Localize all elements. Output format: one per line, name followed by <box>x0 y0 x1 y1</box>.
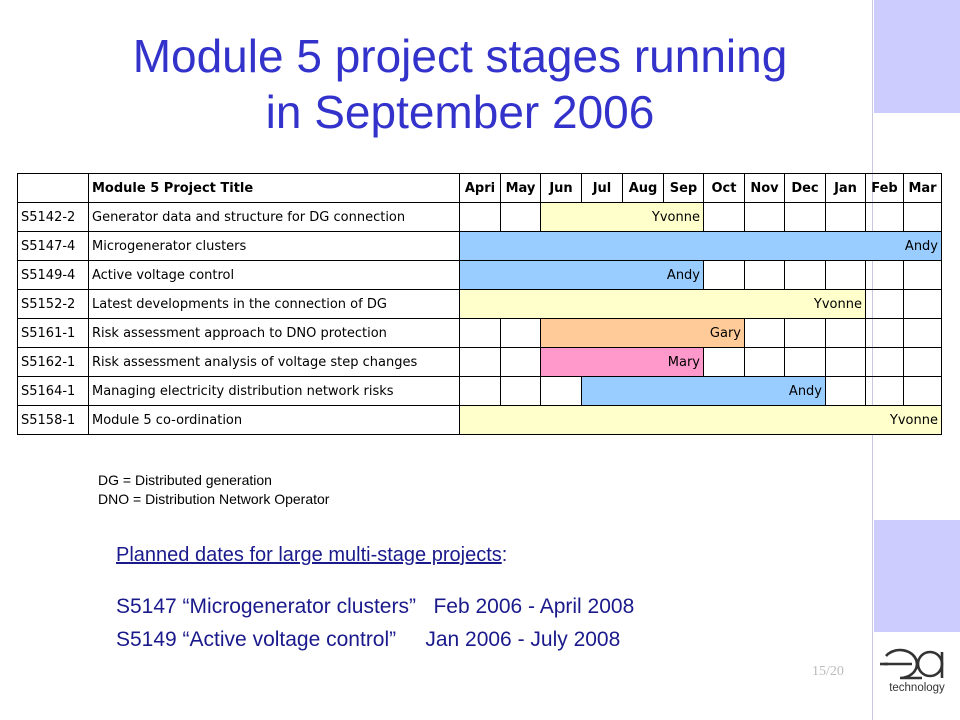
empty-month-cell <box>866 319 904 348</box>
page-number: 15/20 <box>812 664 844 679</box>
table-row <box>18 290 942 319</box>
empty-month-cell <box>501 377 541 406</box>
empty-month-cell <box>866 377 904 406</box>
empty-month-cell <box>501 203 541 232</box>
project-title: Microgenerator clusters <box>89 232 460 261</box>
empty-month-cell <box>745 203 785 232</box>
table-row <box>18 261 942 290</box>
gantt-header-row <box>18 174 942 203</box>
empty-month-cell <box>704 203 745 232</box>
empty-month-cell <box>745 319 785 348</box>
empty-month-cell <box>904 348 942 377</box>
header-month-may: May <box>501 174 541 203</box>
empty-month-cell <box>866 290 904 319</box>
project-title: Risk assessment approach to DNO protection <box>89 319 460 348</box>
empty-month-cell <box>826 261 866 290</box>
sidebar-block-top <box>874 0 960 113</box>
gantt-bar: Andy <box>460 261 704 290</box>
header-month-dec: Dec <box>785 174 826 203</box>
empty-month-cell <box>785 203 826 232</box>
empty-month-cell <box>785 261 826 290</box>
empty-month-cell <box>460 203 501 232</box>
project-title: Risk assessment analysis of voltage step changes <box>89 348 460 377</box>
project-code: S5142-2 <box>18 203 89 232</box>
header-title-cell: Module 5 Project Title <box>89 174 460 203</box>
project-code: S5164-1 <box>18 377 89 406</box>
logo-wordmark: technology <box>889 682 945 694</box>
abbreviation-notes <box>98 471 329 509</box>
empty-month-cell <box>826 348 866 377</box>
header-month-aug: Aug <box>623 174 664 203</box>
project-code: S5161-1 <box>18 319 89 348</box>
gantt-bar: Yvonne <box>541 203 704 232</box>
project-code: S5149-4 <box>18 261 89 290</box>
project-title: Managing electricity distribution network risks <box>89 377 460 406</box>
gantt-bar: Mary <box>541 348 704 377</box>
empty-month-cell <box>866 261 904 290</box>
table-row <box>18 203 942 232</box>
empty-month-cell <box>826 203 866 232</box>
empty-month-cell <box>704 348 745 377</box>
header-code-cell <box>18 174 89 203</box>
planned-project-s5147: S5147 “Microgenerator clusters” Feb 2006 - April 2008 <box>116 595 635 618</box>
project-title: Generator data and structure for DG connection <box>89 203 460 232</box>
header-month-feb: Feb <box>866 174 904 203</box>
sidebar-block-bottom <box>874 520 960 632</box>
table-row <box>18 348 942 377</box>
note-dno: DNO = Distribution Network Operator <box>98 491 330 507</box>
empty-month-cell <box>460 348 501 377</box>
planned-project-s5149: S5149 “Active voltage control” Jan 2006 - July 2008 <box>116 628 621 651</box>
empty-month-cell <box>826 377 866 406</box>
title-line-1: Module 5 project stages running <box>132 30 788 82</box>
slide-title <box>40 28 880 140</box>
empty-month-cell <box>904 319 942 348</box>
header-month-nov: Nov <box>745 174 785 203</box>
table-row <box>18 319 942 348</box>
empty-month-cell <box>826 319 866 348</box>
planned-heading <box>116 544 507 567</box>
header-month-jun: Jun <box>541 174 582 203</box>
title-line-2: in September 2006 <box>265 86 655 138</box>
header-month-jul: Jul <box>582 174 623 203</box>
planned-heading-link[interactable]: Planned dates for large multi-stage projects <box>116 544 502 566</box>
note-dg: DG = Distributed generation <box>98 472 272 488</box>
empty-month-cell <box>785 348 826 377</box>
empty-month-cell <box>460 319 501 348</box>
table-row <box>18 232 942 261</box>
header-month-oct: Oct <box>704 174 745 203</box>
header-month-mar: Mar <box>904 174 942 203</box>
project-title: Module 5 co-ordination <box>89 406 460 435</box>
empty-month-cell <box>745 348 785 377</box>
gantt-bar: Andy <box>582 377 826 406</box>
project-code: S5152-2 <box>18 290 89 319</box>
empty-month-cell <box>501 348 541 377</box>
empty-month-cell <box>745 261 785 290</box>
gantt-table <box>17 173 942 435</box>
empty-month-cell <box>904 261 942 290</box>
empty-month-cell <box>785 319 826 348</box>
gantt-bar: Yvonne <box>460 406 942 435</box>
empty-month-cell <box>904 290 942 319</box>
empty-month-cell <box>866 203 904 232</box>
empty-month-cell <box>904 377 942 406</box>
header-month-jan: Jan <box>826 174 866 203</box>
project-code: S5162-1 <box>18 348 89 377</box>
header-month-sep: Sep <box>664 174 704 203</box>
empty-month-cell <box>541 377 582 406</box>
table-row <box>18 377 942 406</box>
header-month-apri: Apri <box>460 174 501 203</box>
empty-month-cell <box>460 377 501 406</box>
empty-month-cell <box>866 348 904 377</box>
project-title: Latest developments in the connection of DG <box>89 290 460 319</box>
planned-heading-colon: : <box>501 544 508 566</box>
empty-month-cell <box>501 319 541 348</box>
empty-month-cell <box>704 261 745 290</box>
table-row <box>18 406 942 435</box>
project-title: Active voltage control <box>89 261 460 290</box>
gantt-bar: Gary <box>541 319 745 348</box>
project-code: S5158-1 <box>18 406 89 435</box>
gantt-bar: Andy <box>460 232 942 261</box>
empty-month-cell <box>904 203 942 232</box>
gantt-bar: Yvonne <box>460 290 866 319</box>
project-code: S5147-4 <box>18 232 89 261</box>
